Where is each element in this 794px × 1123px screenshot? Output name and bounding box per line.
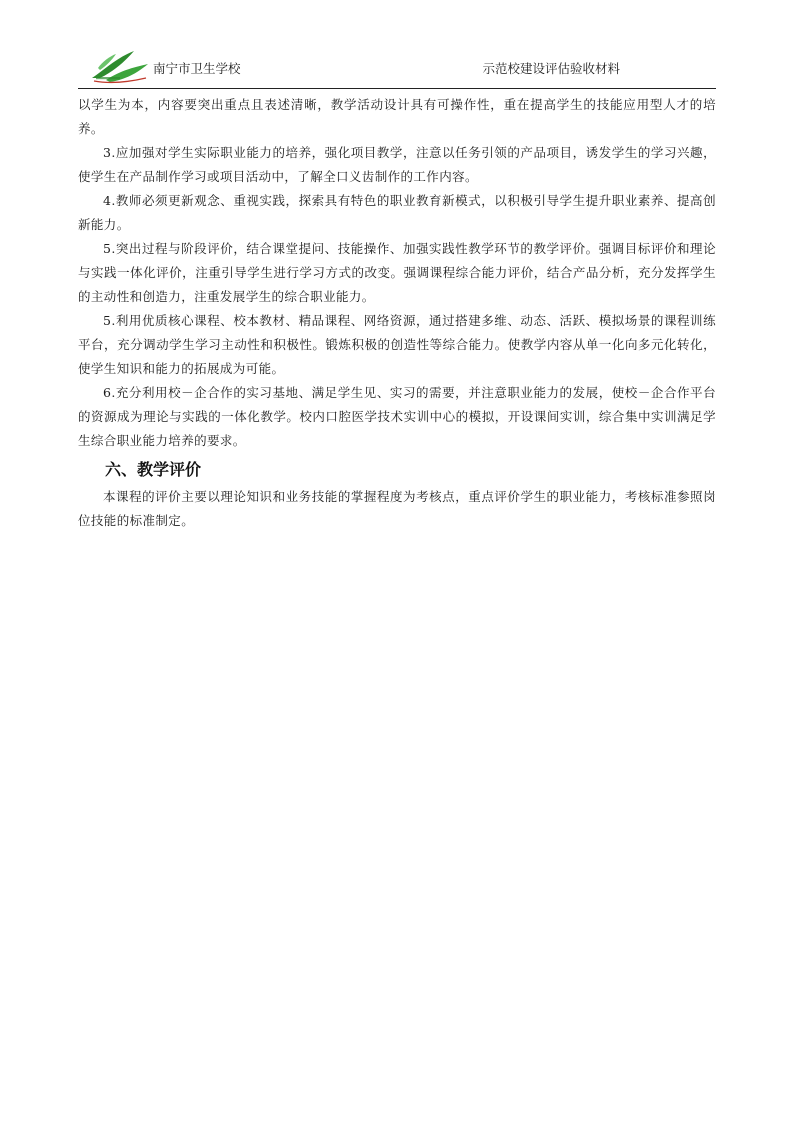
- paragraph: 以学生为本，内容要突出重点且表述清晰，教学活动设计具有可操作性，重在提高学生的技能应用型人才的培养。: [78, 97, 716, 136]
- section-paragraph: 本课程的评价主要以理论知识和业务技能的掌握程度为考核点，重点评价学生的职业能力，考核标准参照岗位技能的标准制定。: [78, 489, 716, 528]
- paragraph: 5.突出过程与阶段评价，结合课堂提问、技能操作、加强实践性教学环节的教学评价。强调目标评价和理论与实践一体化评价，注重引导学生进行学习方式的改变。强调课程综合能力评价，结合产品分析，充分发挥学生的主动性和创造力，注重发展学生的综合职业能力。: [78, 241, 716, 304]
- page-header: [78, 46, 716, 88]
- paragraph: 5.利用优质核心课程、校本教材、精品课程、网络资源，通过搭建多维、动态、活跃、模拟场景的课程训练平台，充分调动学生学习主动性和积极性。锻炼积极的创造性等综合能力。使教学内容从单一化向多元化转化，使学生知识和能力的拓展成为可能。: [78, 313, 716, 376]
- paragraph: 3.应加强对学生实际职业能力的培养，强化项目教学，注意以任务引领的产品项目，诱发学生的学习兴趣，使学生在产品制作学习或项目活动中，了解全口义齿制作的工作内容。: [78, 145, 716, 184]
- school-leaf-logo-icon: [86, 48, 156, 86]
- document-title: 示范校建设评估验收材料: [482, 61, 620, 76]
- document-body: [78, 93, 716, 533]
- school-name: 南宁市卫生学校: [153, 61, 241, 76]
- paragraph: 4.教师必须更新观念、重视实践，探索具有特色的职业教育新模式，以积极引导学生提升职业素养、提高创新能力。: [78, 193, 716, 232]
- section-heading: 六、教学评价: [105, 460, 202, 479]
- header-divider: [78, 88, 716, 89]
- paragraph: 6.充分利用校－企合作的实习基地、满足学生见、实习的需要，并注意职业能力的发展，使校－企合作平台的资源成为理论与实践的一体化教学。校内口腔医学技术实训中心的模拟，开设课间实训，综合集中实训满足学生综合职业能力培养的要求。: [78, 385, 716, 448]
